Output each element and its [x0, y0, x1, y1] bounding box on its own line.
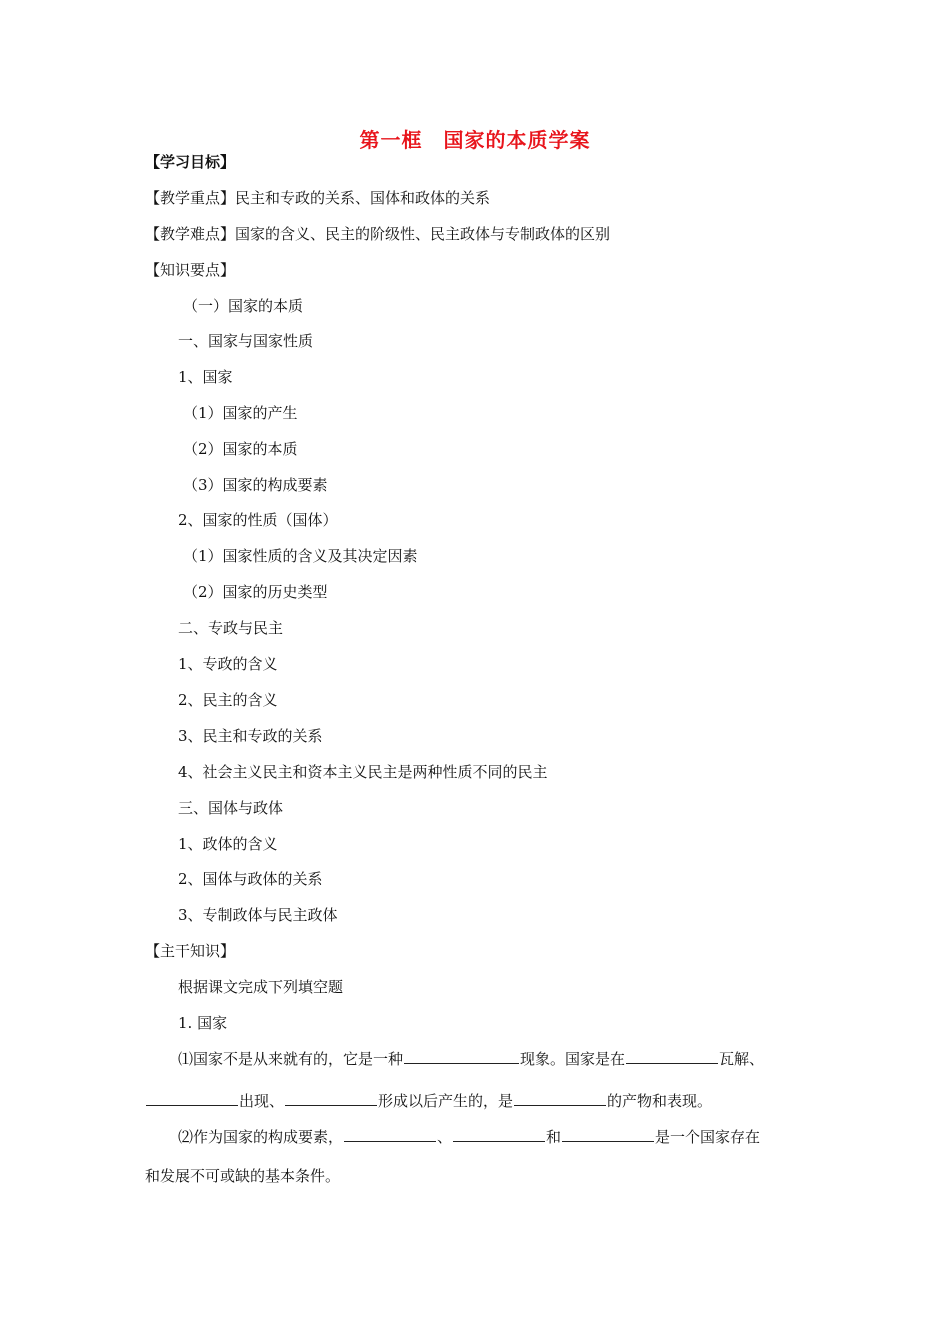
- outline-item: 三、国体与政体: [178, 799, 284, 817]
- section-header-main: 【主干知识】: [145, 942, 236, 960]
- fill-blank[interactable]: [626, 1048, 718, 1064]
- outline-item: （一）国家的本质: [183, 297, 304, 315]
- question-1-line-2: [145, 1090, 712, 1112]
- fill-blank[interactable]: [453, 1126, 545, 1142]
- outline-item: （3）国家的构成要素: [183, 476, 328, 494]
- fill-blank[interactable]: [514, 1090, 606, 1106]
- question-text: 、: [437, 1128, 453, 1146]
- outline-item: 3、专制政体与民主政体: [178, 906, 338, 924]
- question-1-line-1: [178, 1048, 764, 1070]
- difficulties-line: 【教学难点】国家的含义、民主的阶级性、民主政体与专制政体的区别: [145, 225, 611, 243]
- fill-blank[interactable]: [344, 1126, 436, 1142]
- question-text: 的产物和表现。: [607, 1092, 713, 1110]
- key-points-line: 【教学重点】民主和专政的关系、国体和政体的关系: [145, 189, 491, 207]
- question-heading: 1. 国家: [178, 1014, 228, 1032]
- outline-item: 1、国家: [178, 368, 233, 386]
- section-header-goals: 【学习目标】: [145, 153, 236, 171]
- question-2-line-1: [178, 1126, 760, 1148]
- fill-blank[interactable]: [562, 1126, 654, 1142]
- question-text: 形成以后产生的，是: [378, 1092, 514, 1110]
- fill-blank[interactable]: [146, 1090, 238, 1106]
- outline-item: 一、国家与国家性质: [178, 332, 314, 350]
- outline-item: 1、政体的含义: [178, 835, 278, 853]
- question-2-line-2: 和发展不可或缺的基本条件。: [145, 1167, 341, 1185]
- outline-item: （2）国家的本质: [183, 440, 298, 458]
- question-text: 是一个国家存在: [655, 1128, 761, 1146]
- outline-item: 2、民主的含义: [178, 691, 278, 709]
- outline-item: （1）国家性质的含义及其决定因素: [183, 547, 418, 565]
- instruction-line: 根据课文完成下列填空题: [178, 978, 344, 996]
- outline-item: 2、国体与政体的关系: [178, 870, 323, 888]
- question-text: 出现、: [239, 1092, 285, 1110]
- question-text: ⑵作为国家的构成要素，: [178, 1128, 344, 1146]
- page-title: 第一框 国家的本质学案: [359, 128, 591, 152]
- outline-item: 1、专政的含义: [178, 655, 278, 673]
- question-text: 和: [546, 1128, 562, 1146]
- fill-blank[interactable]: [404, 1048, 519, 1064]
- fill-blank[interactable]: [285, 1090, 377, 1106]
- outline-item: 2、国家的性质（国体）: [178, 511, 338, 529]
- outline-item: （1）国家的产生: [183, 404, 298, 422]
- outline-item: 二、专政与民主: [178, 619, 284, 637]
- outline-item: 3、民主和专政的关系: [178, 727, 323, 745]
- outline-item: （2）国家的历史类型: [183, 583, 328, 601]
- section-header-knowledge: 【知识要点】: [145, 261, 236, 279]
- question-text: 瓦解、: [719, 1050, 765, 1068]
- question-text: 现象。国家是在: [520, 1050, 626, 1068]
- outline-item: 4、社会主义民主和资本主义民主是两种性质不同的民主: [178, 763, 548, 781]
- question-text: ⑴国家不是从来就有的，它是一种: [178, 1050, 404, 1068]
